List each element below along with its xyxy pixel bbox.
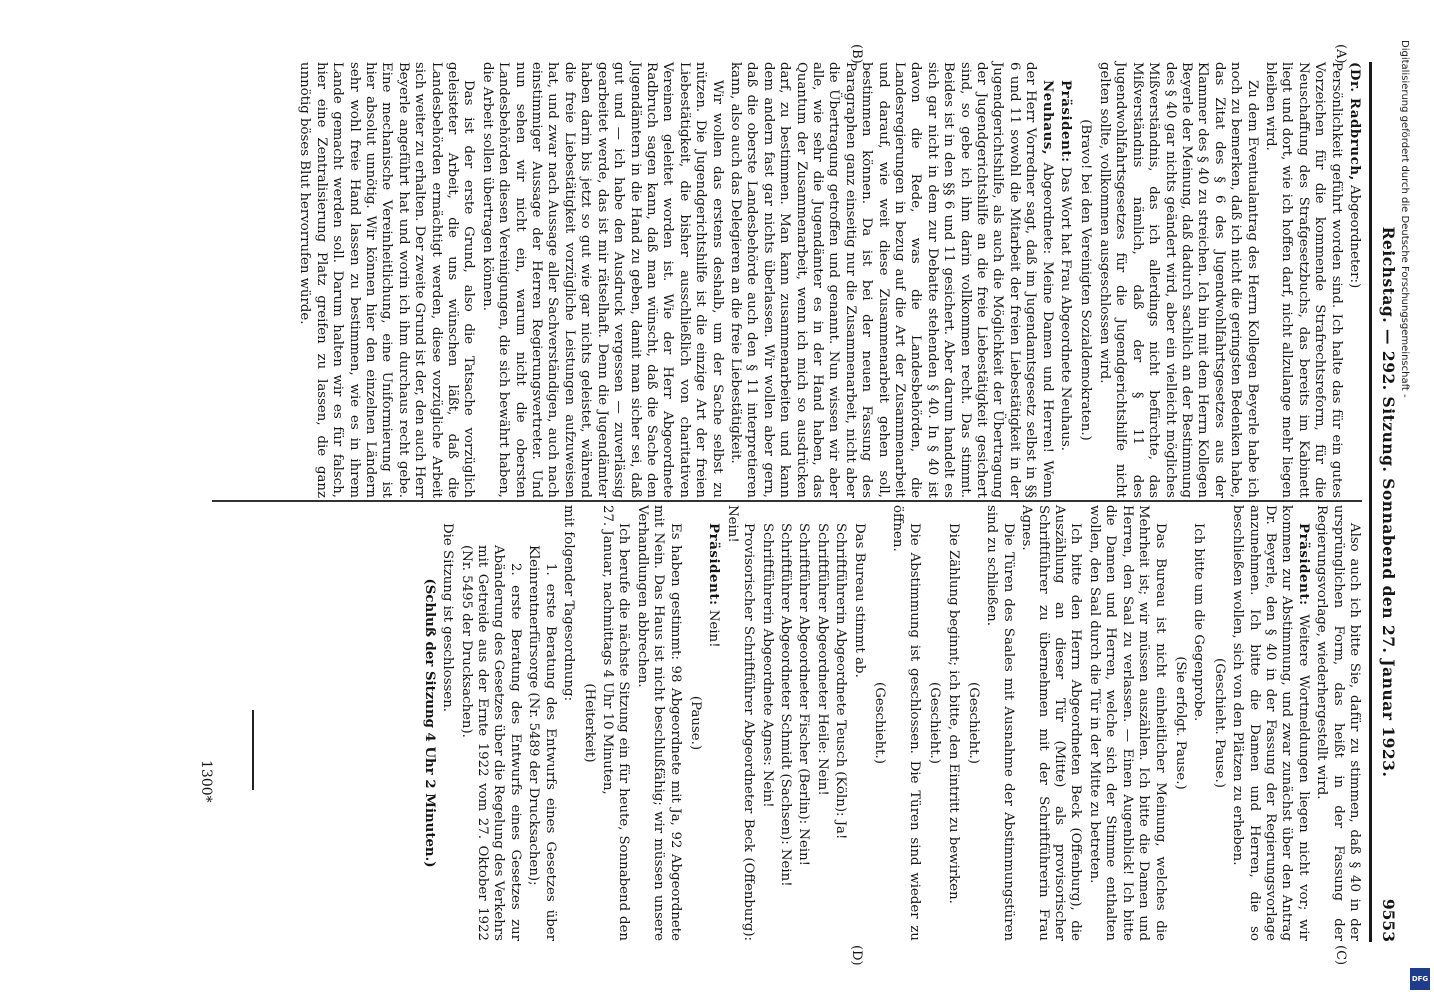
paragraph: Die Türen des Saales mit Ausnahme der Abstimmungstüren sind zu schließen. xyxy=(984,505,1016,941)
paragraph: Ich bitte um die Gegenprobe. xyxy=(1191,523,1207,722)
speaker-name: Neuhaus, xyxy=(1039,80,1055,156)
speaker-role: Abgeordneter:) xyxy=(1347,185,1362,289)
speech-text: Nein! xyxy=(706,609,722,648)
paragraph: Zu dem Eventualantrag des Herrn Kollegen Beyerle habe ich noch zu bemerken, daß ich nicht die geringsten Bedenken habe, das Zitat des § 6 des Jugendwohlfahrtsgesetzes aus der Klammer des § 40 zu streichen. Ich bin mit dem Herrn Kollegen Beyerle der Meinung, daß dadurch sachlich an der Bestimmung des § 40 gar nichts geändert wird, aber ein vielleicht mögliches Mißverständnis, das ich allerdings nicht befürchte, das Mißverständnis nämlich, daß der § 11 des Jugendwohlfahrtsgesetzes für die Jugendgerichtshilfe nicht gelten sollte, vollkommen ausgeschlossen wird. xyxy=(1096,62,1260,498)
vote-line: Provisorischer Schriftführer Abgeordneter Beck (Offenburg): Nein! xyxy=(724,505,757,941)
speech-text: Abgeordnete: Meine Damen und Herren! Wenn der Herr Vorredner sagt, daß im Jugendamtsgesetz selbst in §§ 6 und 11 sowohl die Mitarbeit der freien Liebestätigkeit in der Jugendgerichtshilfe, als auch die Möglichkeit der Übertragung der Jugendgerichtshilfe an die freie Liebestätigkeit gesichert sind, so gebe ich ihm darin vollkommen recht. Das stimmt. Beides ist in den §§ 6 und 11 gesichert. Aber darum handelt es sich gar nicht in dem zur Debatte stehenden § 40. In § 40 ist davon die Rede, was die Landesbehörden, die Landesregierungen in bezug auf die Art der Zusammenarbeit und darauf, wie weit diese Zusammenarbeit gehen soll, bestimmen können. Da ist bei der neuen Fassung des Paragraphen ganz einseitig nur die Zusammenarbeit, nicht aber die Übertragung getroffen und genannt. Nun wissen wir aber alle, wie sehr die Jugendämter es in der Hand haben, das Quantum der Zusammenarbeit, wenn ich mich so ausdrücken darf, zu bestimmen. Man kann zusammenarbeiten und kann dem andern fast gar nichts überlassen. Wir wollen aber gern, daß die oberste Landesbehörde auch den § 11 interpretieren kann, also auch das Delegieren an die freie Liebestätigkeit. xyxy=(727,62,1055,498)
closing-note: (Schluß der Sitzung 4 Uhr 2 Minuten.) xyxy=(421,578,437,868)
paragraph xyxy=(705,505,721,941)
procedure-note: (Pause.) xyxy=(687,695,703,751)
paragraph xyxy=(1057,62,1073,498)
agenda-item: 1. erste Beratung des Entwurfs eines Gesetzes über Kleinrentnerfürsorge (Nr. 5489 der Drucksachen); xyxy=(526,545,558,941)
vote-line: Schriftführerin Abgeordnete Agnes: Nein! xyxy=(759,523,775,808)
paragraph xyxy=(727,62,1055,498)
paragraph: mit folgender Tagesordnung: xyxy=(561,505,577,702)
footer-page-id: 1300* xyxy=(198,760,214,803)
paragraph: Wir wollen das erstens deshalb, um der Sache selbst zu nützen. Die Jugendgerichtshilfe ist die einzige Art der freien Liebestätigkeit, die bisher ausschließlich von charitativen Vereinen geleitet worden ist. Wie der Herr Abgeordnete Radbruch sagen kann, daß man wünscht, daß die Sache den Jugendämtern in die Hand zu geben, damit man sicher sei, daß gut und — ich habe den Ausdruck vergessen — zuverlässig gearbeitet werde, das ist mir rätselhaft. Denn die Jugendämter haben darin bis jetzt so gut wie gar nichts geleistet, während die freie Liebestätigkeit vorzügliche Leistungen aufzuweisen hat, und zwar nach Aussage aller Sachverständigen, auch nach einstimmiger Aussage der Herren Regierungsvertreter. Und nun sehen wir nicht ein, warum nicht die obersten Landesbehörden diesen Vereinigungen, die sich bewährt haben, die Arbeit sollen übertragen können. xyxy=(479,62,725,498)
speaker-name: (Dr. Radbruch, xyxy=(1347,62,1362,181)
paragraph: Das Bureau ist nicht einheitlicher Meinung, welches die Mehrheit ist; wir müssen auszählen. Ich bitte die Damen und Herren, den Saal zu verlassen. — Einen Augenblick! Ich bitte die Damen und Herren, welche sich der Stimme enthalten wollen, den Saal durch die Tür in der Mitte zu betreten. xyxy=(1086,505,1168,941)
speech-text: Weitere Wortmeldungen liegen nicht vor; wir kommen zur Abstimmung, und zwar zunächst über den Antrag Dr. Beyerle, den § 40 in der Fassung der Regierungsvorlage anzunehmen. Ich bitte die Damen und Herren, die so beschließen wollen, sich von den Plätzen zu erheben. xyxy=(1230,505,1311,941)
speaker-name: Präsident: xyxy=(1058,80,1074,163)
header-rule xyxy=(1369,62,1372,942)
funding-note: Digitalisierung gefördert durch die Deutsche Forschungsgemeinschaft - xyxy=(1399,40,1410,398)
speaker-name: Präsident: xyxy=(706,523,722,606)
speaker-name: Präsident: xyxy=(1295,523,1311,606)
paragraph: Das Bureau stimmt ab. xyxy=(851,523,867,678)
margin-marker-d: (D) xyxy=(849,945,864,966)
dfg-logo: DFG xyxy=(1410,968,1430,990)
paragraph xyxy=(1229,505,1311,941)
procedure-note: (Geschieht.) xyxy=(966,682,982,764)
procedure-note: (Geschieht. Pause.) xyxy=(1211,658,1227,788)
paragraph xyxy=(1346,62,1362,498)
paragraph: Also auch ich bitte Sie, dafür zu stimmen, daß § 40 in der ursprünglichen Form, das heißt in der Fassung der Regierungsvorlage, wiederhergestellt wird. xyxy=(1314,505,1362,941)
speech-text: Das Wort hat Frau Abgeordnete Neuhaus. xyxy=(1058,166,1074,451)
paragraph: Persönlichkeit geführt worden sind. Ich halte das für ein gutes Vorzeichen für die kommende Strafrechtsreform, für die Neuschaffung des Strafgesetzbuchs, das bereits im Kabinett liegt und dort, wie ich hoffen darf, nicht allzulange mehr liegen bleiben wird. xyxy=(1262,62,1344,498)
vote-line: Schriftführerin Abgeordnete Teusch (Köln): Ja! xyxy=(833,523,849,840)
paragraph: Ich berufe die nächste Sitzung ein für heute, Sonnabend den 27. Januar, nachmittags 4 Uhr 10 Minuten, xyxy=(599,505,632,941)
vote-line: Schriftführer Abgeordneter Heile: Nein! xyxy=(814,523,830,796)
paragraph: Die Abstimmung ist geschlossen. Die Türen sind wieder zu öffnen. xyxy=(890,505,922,941)
applause-note: (Bravo! bei den Vereinigten Sozialdemokraten.) xyxy=(1078,119,1094,441)
procedure-note: (Geschieht.) xyxy=(927,682,943,764)
paragraph: Die Sitzung ist geschlossen. xyxy=(440,523,456,713)
procedure-note: (Sie erfolgt. Pause.) xyxy=(1172,656,1188,790)
paragraph: Die Zählung beginnt; ich bitte, den Eintritt zu bewirken. xyxy=(945,523,961,904)
agenda-item: 2. erste Beratung des Entwurfs eines Gesetzes zur Abänderung des Gesetzes über die Regelung des Verkehrs mit Getreide aus der Ernte 1922 vom 27. Oktober 1922 (Nr. 5495 der Drucksachen). xyxy=(458,545,523,941)
paragraph: Das ist der erste Grund, also die Tatsache vorzüglich geleisteter Arbeit, die uns wünschen läßt, daß die Landesbehörden ermächtigt werden, diese vorzügliche Arbeit sich weiter zu erhalten. Der zweite Grund ist der, den auch Herr Beyerle angeführt hat und worin ich ihm durchaus recht gebe. Eine mechanische Vereinheitlichung, eine Uniformierung ist hier absolut unnötig. Wir können hier den einzelnen Ländern sehr wohl freie Hand lassen zu bestimmen, wie es in ihrem Lande gemacht werden soll. Darum halten wir es für falsch, hier eine Zentralisierung Platz greifen zu lassen, die ganz unnötig böses Blut hervorrufen würde. xyxy=(297,62,477,498)
margin-marker-c: (C) xyxy=(1333,945,1348,966)
end-rule xyxy=(253,710,255,790)
margin-marker-a: (A) xyxy=(1333,44,1348,64)
paragraph: Ich bitte den Herrn Abgeordneten Beck (Offenburg), die Auszählung an dieser Tür (Mitte) als provisorischer Schriftführer zu übernehmen mit der Schriftführerin Frau Agnes. xyxy=(1019,505,1084,941)
left-column xyxy=(294,62,1362,498)
vote-line: Schriftführer Abgeordneter Fischer (Berlin): Nein! xyxy=(796,523,812,867)
header-title: Reichstag. — 292. Sitzung. Sonnabend den 27. Januar 1923. xyxy=(1379,226,1398,778)
margin-marker-b: (B) xyxy=(849,44,864,64)
procedure-note: (Heiterkeit) xyxy=(581,683,597,763)
right-column xyxy=(416,505,1362,941)
paragraph: Es haben gestimmt: 98 Abgeordnete mit Ja, 92 Abgeordnete mit Nein. Das Haus ist nicht beschlußfähig; wir müssen unsere Verhandlungen abbrechen. xyxy=(634,505,683,941)
header-page-number: 9553 xyxy=(1379,898,1398,942)
vote-line: Schriftführer Abgeordneter Schmidt (Sachsen): Nein! xyxy=(778,523,793,887)
column-divider xyxy=(212,500,1362,502)
procedure-note: (Geschieht.) xyxy=(872,682,888,764)
